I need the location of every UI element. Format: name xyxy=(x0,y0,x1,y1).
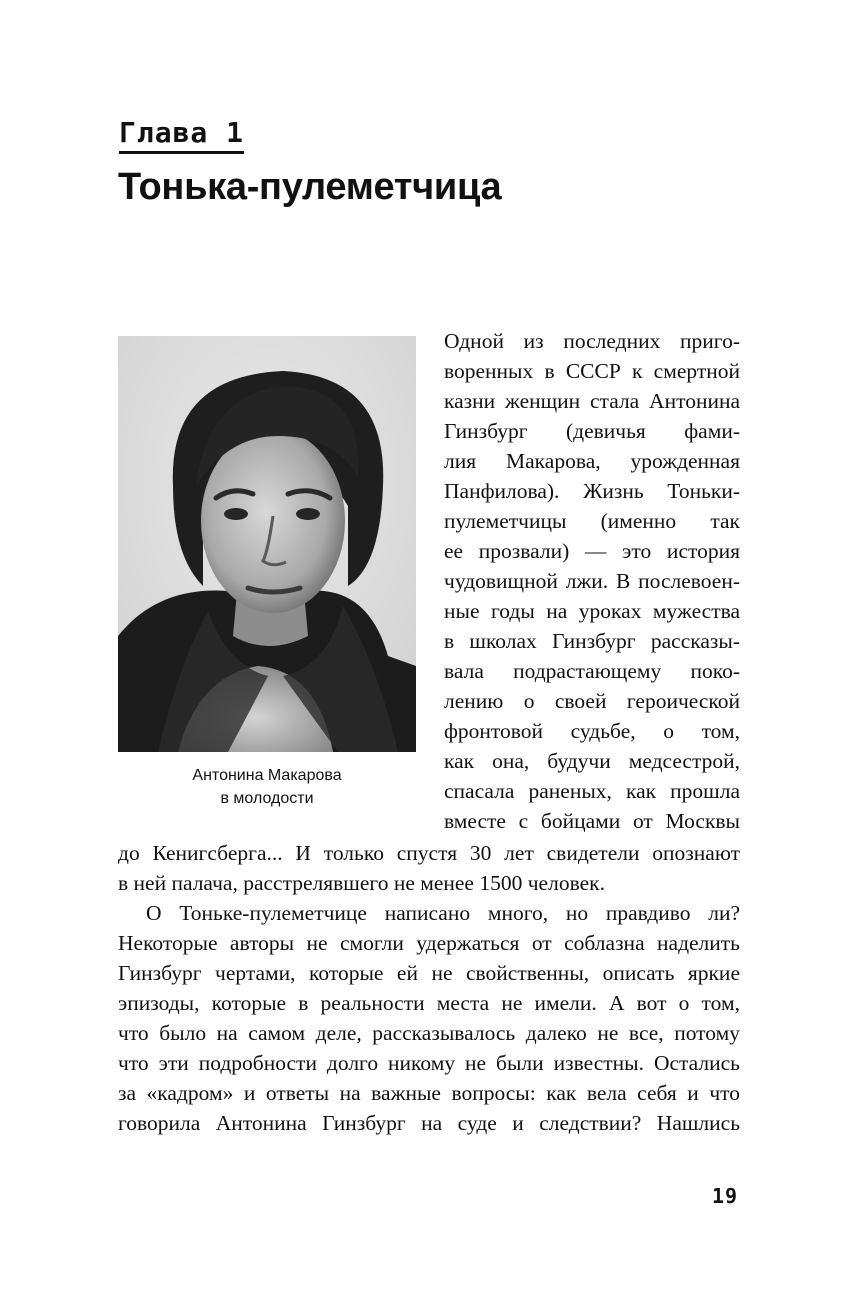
text-line: Гинзбург (девичья фами- xyxy=(444,419,740,443)
text-line: О Тоньке-пулеметчице написано много, но правдиво ли? xyxy=(146,901,740,925)
text-line: говорила Антонина Гинзбург на суде и следствии? Нашлись xyxy=(118,1111,740,1135)
chapter-title: Тонька-пулеметчица xyxy=(118,166,502,208)
text-line: в ней палача, расстрелявшего не менее 1500 человек. xyxy=(118,871,605,895)
text-line: как она, будучи медсестрой, xyxy=(444,749,740,773)
text-line: лению о своей героической xyxy=(444,689,740,713)
text-line: вместе с бойцами от Москвы xyxy=(444,809,740,833)
text-line: Одной из последних приго- xyxy=(444,329,740,353)
caption-line: в молодости xyxy=(220,790,314,807)
portrait-figure xyxy=(118,336,416,810)
text-line: чудовищной лжи. В послевоен- xyxy=(444,569,740,593)
text-line: воренных в СССР к смертной xyxy=(444,359,740,383)
chapter-label: Глава 1 xyxy=(119,117,244,154)
text-line: фронтовой судьбе, о том, xyxy=(444,719,740,743)
text-line: что было на самом деле, рассказывалось далеко не все, потому xyxy=(118,1021,740,1045)
text-line: до Кенигсберга... И только спустя 30 лет свидетели опознают xyxy=(118,841,740,865)
text-line: в школах Гинзбург рассказы- xyxy=(444,629,740,653)
text-line: спасала раненых, как прошла xyxy=(444,779,740,803)
text-line: Некоторые авторы не смогли удержаться от соблазна наделить xyxy=(118,931,740,955)
caption-line: Антонина Макарова xyxy=(192,767,342,784)
text-line: Гинзбург чертами, которые ей не свойственны, описать яркие xyxy=(118,961,740,985)
text-line: пулеметчицы (именно так xyxy=(444,509,740,533)
text-line: Панфилова). Жизнь Тоньки- xyxy=(444,479,740,503)
portrait-photo xyxy=(118,336,416,752)
text-line: казни женщин стала Антонина xyxy=(444,389,740,413)
text-line: вала подрастающему поко- xyxy=(444,659,740,683)
text-line: за «кадром» и ответы на важные вопросы: как вела себя и что xyxy=(118,1081,740,1105)
page-number: 19 xyxy=(712,1184,739,1208)
text-line: что эти подробности долго никому не были известны. Остались xyxy=(118,1051,740,1075)
text-line: эпизоды, которые в реальности места не имели. А вот о том, xyxy=(118,991,740,1015)
text-line: лия Макарова, урожденная xyxy=(444,449,740,473)
text-line: ные годы на уроках мужества xyxy=(444,599,740,623)
text-line: ее прозвали) — это история xyxy=(444,539,740,563)
portrait-caption xyxy=(118,764,416,810)
